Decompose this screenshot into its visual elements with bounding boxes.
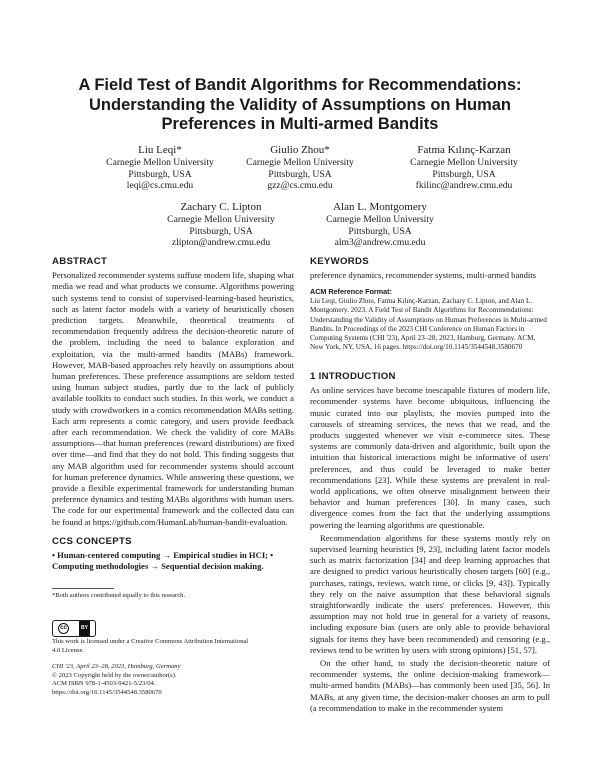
intro-paragraph: As online services have become inescapable fixtures of modern life, recommender systems have become ubiquitous, influencing the music curated into our playlists, the movies pumped into the carousels of streaming services, the news that we read, and the products suggested whenever we visit e-commerce sites. These systems are commonly data-driven and algorithmic, built upon the intuition that historical interactions might be informative of users' preferences, and thus could be leveraged to make better recommendations [23]. While these systems are prevalent in real-world applications, we often observe misalignment between their behavior and human preferences [30]. In many cases, such divergence comes from the fact that the underlying assumptions powering the learning algorithms are questionable. — [310, 385, 550, 530]
author-affiliation: Carnegie Mellon University — [246, 157, 354, 168]
keywords-text: preference dynamics, recommender systems, multi-armed bandits — [310, 270, 536, 281]
venue-doi-link[interactable]: https://doi.org/10.1145/3544548.3580670 — [52, 688, 162, 696]
author-name: Alan L. Montgomery — [333, 201, 427, 213]
author-block — [295, 201, 465, 249]
acm-reference-heading: ACM Reference Format: — [310, 287, 392, 296]
author-name: Zachary C. Lipton — [180, 201, 262, 213]
author-email: alm3@andrew.cmu.edu — [334, 237, 426, 249]
author-email: fkilinc@andrew.cmu.edu — [415, 180, 513, 192]
author-name: Giulio Zhou* — [270, 144, 330, 156]
venue-block — [52, 663, 294, 697]
author-location: Pittsburgh, USA — [432, 168, 496, 180]
venue-isbn: ACM ISBN 978-1-4503-9421-5/23/04. — [52, 680, 156, 688]
cc-icon: cc — [58, 623, 69, 634]
author-email: gzz@cs.cmu.edu — [267, 180, 333, 192]
author-location: Pittsburgh, USA — [128, 168, 192, 180]
author-block — [136, 201, 306, 249]
venue-conference: CHI '23, April 23–28, 2023, Hamburg, Germany — [52, 663, 181, 670]
intro-paragraph: On the other hand, to study the decision-theoretic nature of recommender systems, the online decision-making framework—multi-armed bandits (MABs)—has commonly been used [35, 56]. In MABs, at any given time, the decision-maker chooses an arm to pull (a recommendation to make in the recommender system — [310, 658, 550, 713]
author-affiliation: Carnegie Mellon University — [106, 157, 214, 168]
author-name: Fatma Kılınç-Karzan — [417, 144, 511, 156]
license-text: This work is licensed under a Creative Commons Attribution International 4.0 License. — [52, 638, 249, 654]
acm-reference-section — [310, 286, 550, 352]
abstract-heading: ABSTRACT — [52, 256, 108, 267]
author-block — [379, 144, 549, 192]
abstract-text: Personalized recommender systems suffuse modern life, shaping what media we read and what products we consume. Algorithms powering such systems tend to consist of supervised-learning-based heuristics, such as latent factor models with a variety of heuristically chosen prediction targets. Meanwhile, theoretical treatments of recommendation frequently address the decision-theoretic nature of the problem, including the need to balance exploration and exploitation, via the multi-armed bandits (MABs) framework. However, MAB-based approaches rely heavily on assumptions about human preferences. These preference assumptions are seldom tested using human subject studies, partly due to the lack of publicly available toolkits to conduct such studies. In this work, we conduct a study with crowdworkers in a comics recommendation MABs setting. Each arm represents a comic category, and users provide feedback after each recommendation. We check the validity of core MABs assumptions—that human preferences (reward distributions) are fixed over time—and find that they do not hold. This finding suggests that any MAB algorithm used for recommender systems should account for human preference dynamics. While answering these questions, we provide a flexible experimental framework for understanding human preference dynamics and testing MABs algorithms with human users. The code for our experimental framework and the collected data can be found at https://github.com/HumanLab/human-bandit-evaluation. — [52, 270, 294, 527]
abstract-section — [52, 256, 294, 528]
introduction-section — [310, 371, 550, 714]
introduction-heading: 1 INTRODUCTION — [310, 371, 396, 382]
footnote-rule — [52, 588, 114, 589]
author-email: leqi@cs.cmu.edu — [126, 180, 194, 192]
ccs-heading: CCS CONCEPTS — [52, 536, 132, 547]
ccs-section — [52, 536, 294, 573]
footnote-text: *Both authors contributed equally to this research. — [52, 592, 186, 599]
license-text-block — [52, 638, 252, 655]
by-label: BY — [79, 621, 90, 636]
intro-paragraph: Recommendation algorithms for these systems mostly rely on supervised learning heuristics [9, 23], including latent factor models such as matrix factorization [34] and deep learning approaches that are designed to predict various heuristically chosen targets [60] (e.g., purchases, ratings, reviews, watch time, or clicks [9, 43]). Typically they rely on the naive assumption that these behavioral signals straightforwardly indicate the users' preferences. However, this assumption may not hold true in general for a variety of reasons, including exposure bias (users are only able to provide behavioral signals for items they have been recommended) and censoring (e.g., reviews tend to be written by users with strong opinions) [51, 57]. — [310, 532, 550, 655]
keywords-heading: KEYWORDS — [310, 256, 369, 267]
keywords-section — [310, 256, 550, 281]
author-affiliation: Carnegie Mellon University — [167, 214, 275, 225]
author-affiliation: Carnegie Mellon University — [410, 157, 518, 168]
author-affiliation: Carnegie Mellon University — [326, 214, 434, 225]
acm-reference-text: Liu Leqi, Giulio Zhou, Fatma Kılınç-Karzan, Zachary C. Lipton, and Alan L. Montgomery. 2023. A Field Test of Bandit Algorithms for Recommendations: Understanding the Validity of Assumptions on Human Preferences in Multi-armed Bandits. In Proceedings of the 2023 CHI Conference on Human Factors in Computing Systems (CHI '23), April 23–28, 2023, Hamburg, Germany. ACM, New York, NY, USA, 16 pages. https://doi.org/10.1145/3544548.3580670 — [310, 297, 547, 352]
ccs-text: • Human-centered computing → Empirical studies in HCI; • Computing methodologies → Sequential decision making. — [52, 550, 274, 572]
author-location: Pittsburgh, USA — [268, 168, 332, 180]
cc-license-badge[interactable] — [52, 620, 112, 637]
venue-copyright: © 2023 Copyright held by the owner/author(s). — [52, 671, 177, 679]
author-location: Pittsburgh, USA — [348, 225, 412, 237]
author-location: Pittsburgh, USA — [189, 225, 253, 237]
author-email: zlipton@andrew.cmu.edu — [171, 237, 271, 249]
author-block — [215, 144, 385, 192]
cc-by-icon — [52, 620, 96, 637]
paper-title: A Field Test of Bandit Algorithms for Recommendations: Understanding the Validity of Assumptions on Human Preferences in Multi-armed Bandits — [78, 76, 522, 133]
footnote-area — [52, 588, 294, 601]
author-name: Liu Leqi* — [138, 144, 182, 156]
